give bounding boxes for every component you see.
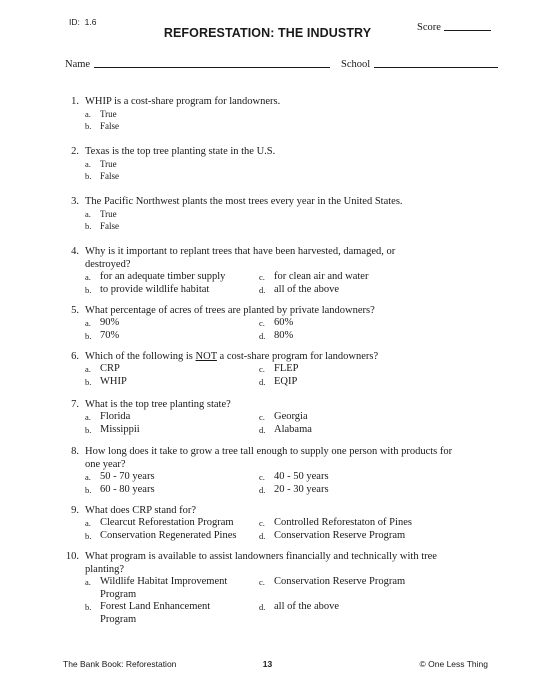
option-a[interactable]: a. CRP bbox=[85, 363, 120, 374]
question-number: 6. bbox=[71, 351, 79, 362]
question-10 bbox=[64, 550, 504, 626]
option-a[interactable]: a. Clearcut Reforestation Program bbox=[85, 517, 234, 528]
question-text: Texas is the top tree planting state in the U.S. bbox=[85, 146, 276, 157]
option-b[interactable]: b. False bbox=[85, 171, 119, 181]
question-text: Which of the following is NOT a cost-share program for landowners? bbox=[85, 351, 379, 362]
score-field[interactable] bbox=[417, 22, 491, 33]
name-field[interactable] bbox=[65, 59, 330, 70]
option-d[interactable]: d. all of the above bbox=[259, 601, 340, 612]
option-a[interactable]: a. True bbox=[85, 159, 117, 169]
question-7 bbox=[64, 398, 504, 436]
option-b[interactable]: b. to provide wildlife habitat bbox=[85, 283, 210, 295]
option-b[interactable]: b. Conservation Regenerated Pines bbox=[85, 529, 237, 541]
worksheet-id: ID: 1.6 bbox=[69, 17, 97, 27]
question-4 bbox=[64, 245, 504, 296]
question-8 bbox=[64, 445, 504, 496]
question-text: What program is available to assist landowners financially and technically with tree planting? bbox=[85, 551, 437, 575]
option-a[interactable]: a. 50 - 70 years bbox=[85, 471, 155, 482]
option-a[interactable]: a. 90% bbox=[85, 317, 120, 328]
option-d[interactable]: d. EQIP bbox=[259, 375, 298, 387]
question-number: 2. bbox=[71, 146, 79, 157]
question-1 bbox=[64, 95, 504, 132]
question-text: WHIP is a cost-share program for landowners. bbox=[85, 96, 281, 107]
option-a[interactable]: a. for an adequate timber supply bbox=[85, 271, 226, 282]
footer-copyright: © One Less Thing bbox=[419, 659, 488, 669]
name-label: Name bbox=[65, 59, 91, 70]
option-c[interactable]: c. 60% bbox=[259, 317, 294, 328]
footer-book-title: The Bank Book: Reforestation bbox=[63, 659, 177, 669]
option-d[interactable]: d. 20 - 30 years bbox=[259, 483, 329, 495]
option-c[interactable]: c. Georgia bbox=[259, 411, 308, 422]
option-d[interactable]: d. 80% bbox=[259, 329, 294, 341]
option-c[interactable]: c. for clean air and water bbox=[259, 271, 369, 282]
option-a[interactable]: a. Wildlife Habitat Improvement Program bbox=[85, 576, 228, 600]
question-number: 8. bbox=[71, 446, 79, 457]
question-text: The Pacific Northwest plants the most trees every year in the United States. bbox=[85, 196, 403, 207]
question-text: Why is it important to replant trees that have been harvested, damaged, or destroyed? bbox=[85, 246, 396, 270]
question-9 bbox=[64, 504, 504, 542]
question-text: What percentage of acres of trees are planted by private landowners? bbox=[85, 305, 375, 316]
option-c[interactable]: c. FLEP bbox=[259, 363, 299, 374]
option-b[interactable]: b. Missippii bbox=[85, 423, 140, 435]
option-c[interactable]: c. 40 - 50 years bbox=[259, 471, 329, 482]
option-a[interactable]: a. Florida bbox=[85, 411, 131, 422]
question-2 bbox=[64, 145, 504, 182]
option-d[interactable]: d. all of the above bbox=[259, 283, 340, 295]
option-d[interactable]: d. Conservation Reserve Program bbox=[259, 529, 406, 541]
option-a[interactable]: a. True bbox=[85, 209, 117, 219]
question-text: What is the top tree planting state? bbox=[85, 399, 231, 410]
option-c[interactable]: c. Controlled Reforestaton of Pines bbox=[259, 517, 412, 528]
school-field[interactable] bbox=[341, 59, 498, 70]
page-title: REFORESTATION: THE INDUSTRY bbox=[163, 26, 372, 40]
question-6 bbox=[64, 350, 504, 388]
score-label: Score bbox=[417, 22, 441, 33]
option-b[interactable]: b. WHIP bbox=[85, 375, 127, 387]
question-number: 5. bbox=[71, 305, 79, 316]
question-text: What does CRP stand for? bbox=[85, 505, 197, 516]
question-5 bbox=[64, 304, 504, 342]
school-label: School bbox=[341, 59, 371, 70]
option-c[interactable]: c. Conservation Reserve Program bbox=[259, 576, 406, 587]
emphasis-underline: NOT bbox=[195, 351, 217, 362]
question-number: 10. bbox=[65, 551, 79, 562]
option-b[interactable]: b. False bbox=[85, 121, 119, 131]
name-blank-line bbox=[94, 67, 330, 68]
question-3 bbox=[64, 195, 504, 232]
option-d[interactable]: d. Alabama bbox=[259, 423, 312, 435]
question-number: 9. bbox=[71, 505, 79, 516]
page-number: 13 bbox=[262, 659, 273, 669]
school-blank-line bbox=[374, 67, 498, 68]
option-b[interactable]: b. False bbox=[85, 221, 119, 231]
option-b[interactable]: b. Forest Land Enhancement Program bbox=[85, 601, 211, 625]
question-number: 1. bbox=[71, 96, 79, 107]
option-a[interactable]: a. True bbox=[85, 109, 117, 119]
option-b[interactable]: b. 70% bbox=[85, 329, 120, 341]
score-blank-line bbox=[444, 30, 491, 31]
question-number: 4. bbox=[71, 246, 79, 257]
question-text: How long does it take to grow a tree tall enough to supply one person with products for one year? bbox=[85, 446, 453, 470]
option-b[interactable]: b. 60 - 80 years bbox=[85, 483, 155, 495]
question-number: 3. bbox=[71, 196, 79, 207]
question-number: 7. bbox=[71, 399, 79, 410]
